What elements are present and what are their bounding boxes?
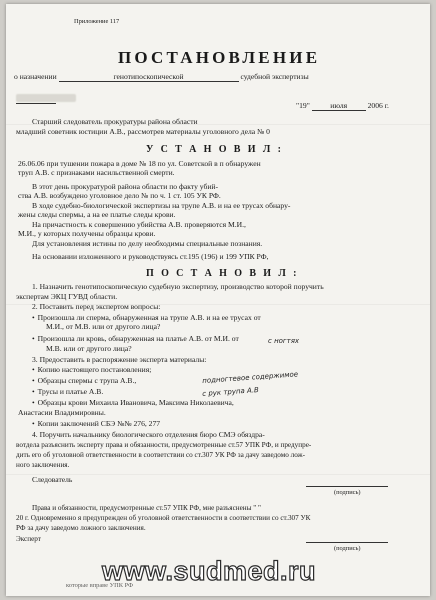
established-line-7: На причастность к совершению убийства А.В. проверяются М.И., [32,220,246,229]
established-line-5: В ходе судебно-биологической экспертизы на трупе А.В. и на ее трусах обнару- [32,201,291,210]
place-underline [16,103,56,104]
established-line-8: М.И., у которых получены образцы крови. [18,229,156,238]
item-line-14: • Копии заключений СБЭ №№ 276, 277 [32,420,160,428]
item-line-5: М.И., от М.В. или от другого лица? [46,322,161,331]
item-line-7: М.В. или от другого лица? [46,344,132,353]
rights-line-1: Права и обязанности, предусмотренные ст.57 УПК РФ, мне разъяснены " " [32,504,261,512]
item-line-6: • Произошла ли кровь, обнаруженная на платье А.В. от М.И. от [32,335,239,343]
date-month: июля [312,102,366,111]
date-line [296,102,389,111]
established-heading: У С Т А Н О В И Л : [146,144,284,155]
established-line-3: В этот день прокуратурой района области по факту убий- [32,182,219,191]
rights-line-3: РФ за дачу заведомо ложного заключения. [16,524,146,532]
purpose-prefix: о назначении [14,72,57,81]
handwritten-note-2: подногтевое содержимое [202,370,299,385]
item-line-2: экспертам ЭКЦ ГУВД области. [16,292,118,301]
document-page [6,4,430,596]
investigator-signature-caption: (подпись) [334,489,361,496]
established-line-1: 26.06.06 при тушении пожара в доме № 18 по ул. Советской в п обнаружен [18,159,261,168]
footer-line: которые вправе УПК РФ [66,582,134,589]
handwritten-note-3: с рук трупа А.В [202,386,260,398]
investigator-label: Следователь [32,475,73,484]
item-line-1: 1. Назначить генотипоскопическую судебную экспертизу, производство которой поручить [32,282,324,291]
date-day: "19" [296,101,310,110]
purpose-suffix: судебной экспертизы [240,72,309,81]
item-line-18: ного заключения. [16,461,70,469]
date-year: 2006 г. [367,101,389,110]
established-line-4: ства А.В. возбуждено уголовное дело № по ч. 1 ст. 105 УК РФ. [18,191,221,200]
item-line-15: 4. Поручить начальнику биологического отделения бюро СМЭ обяздра- [32,430,265,439]
expert-signature-caption: (подпись) [334,545,361,552]
intro-line-1: Старший следователь прокуратуры района области [32,117,198,126]
appendix-label: Приложение 117 [74,18,120,25]
site-watermark: www.sudmed.ru [102,556,317,586]
item-line-17: дить его об уголовной ответственности в соответствии со ст.307 УК РФ за дачу заведомо лож- [16,451,306,459]
established-line-6: жены следы спермы, а на ее платье следы крови. [18,210,176,219]
purpose-line [14,73,309,82]
item-line-12: • Образцы крови Михаила Ивановича, Максима Николаевича, [32,399,234,407]
item-line-16: вотдела разъяснить эксперту права и обязанности, предусмотренные ст.57 УПК РФ, и предупре- [16,441,312,449]
established-line-2: труп А.В. с признаками насильственной смерти. [18,168,175,177]
item-line-11: • Трусы и платье А.В. [32,388,103,396]
item-line-8: 3. Предоставить в распоряжение эксперта материалы: [32,355,207,364]
established-line-9: Для установления истины по делу необходимы специальные познания. [32,239,263,248]
item-line-13: Анастасии Владимировны. [18,408,106,417]
place-line [16,94,76,102]
item-line-3: 2. Поставить перед экспертом вопросы: [32,302,161,311]
item-line-9: • Копию настоящего постановления; [32,366,151,374]
document-title: ПОСТАНОВЛЕНИЕ [118,48,321,67]
intro-line-2: младший советник юстиции А.В., рассмотрев материалы уголовного дела № 0 [16,127,270,136]
expert-label: Эксперт [16,535,41,543]
item-line-10: • Образцы спермы с трупа А.В., [32,377,136,385]
expertise-type: генотипоскопической [59,73,239,82]
rights-line-2: 20 г. Одновременно я предупрежден об уголовной ответственности в соответствии со ст.307 УК [16,514,311,522]
resolved-heading: П О С Т А Н О В И Л : [146,268,299,279]
handwritten-note-1: с ногтях [268,337,300,345]
established-line-10: На основании изложенного и руководствуясь ст.195 (196) и 199 УПК РФ, [32,252,269,261]
expert-signature-line [306,542,388,543]
item-line-4: • Произошла ли сперма, обнаруженная на трупе А.В. и на ее трусах от [32,314,261,322]
investigator-signature-line [306,486,388,487]
